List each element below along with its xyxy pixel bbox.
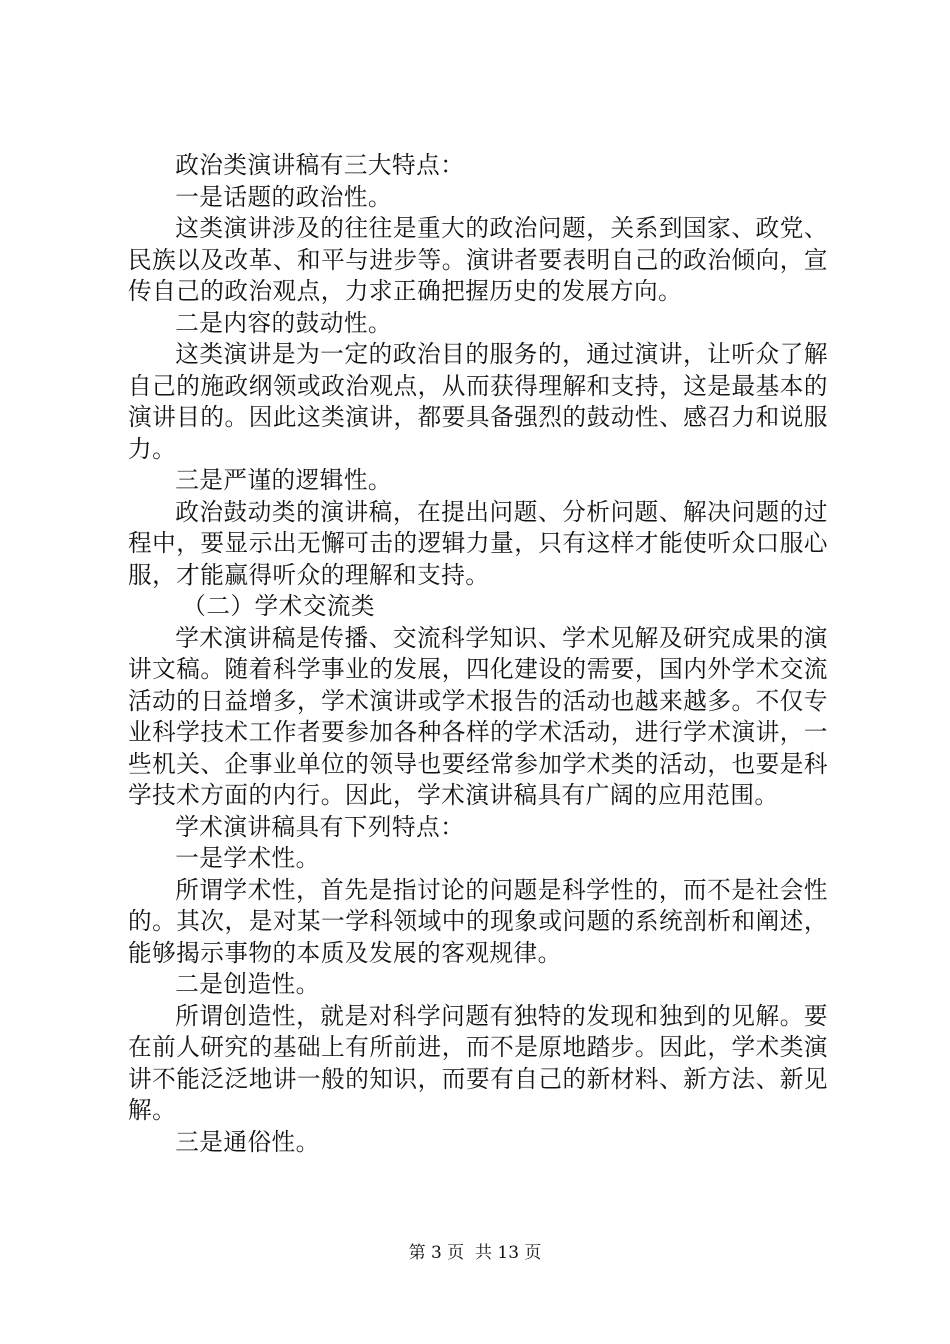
- paragraph-point-3-body: 政治鼓动类的演讲稿，在提出问题、分析问题、解决问题的过程中，要显示出无懈可击的逻辑力量，只有这样才能使听众口服心服，才能赢得听众的理解和支持。: [128, 497, 828, 589]
- paragraph-intro: 政治类演讲稿有三大特点：: [175, 151, 465, 179]
- paragraph-academic-point-1-body: 所谓学术性，首先是指讨论的问题是科学性的，而不是社会性的。其次，是对某一学科领域中的现象或问题的系统剖析和阐述，能够揭示事物的本质及发展的客观规律。: [128, 875, 828, 967]
- page-footer: [0, 1242, 950, 1264]
- page-number-label: 第 3 页 共 13 页: [408, 1243, 542, 1263]
- paragraph-point-1-body: 这类演讲涉及的往往是重大的政治问题，关系到国家、政党、民族以及改革、和平与进步等。演讲者要表明自己的政治倾向，宣传自己的政治观点，力求正确把握历史的发展方向。: [128, 214, 828, 305]
- paragraph-academic-features: 学术演讲稿具有下列特点：: [175, 812, 465, 841]
- paragraph-academic-point-2-body: 所谓创造性，就是对科学问题有独特的发现和独到的见解。要在前人研究的基础上有所前进，而不是原地踏步。因此，学术类演讲不能泛泛地讲一般的知识，而要有自己的新材料、新方法、新见解。: [128, 1001, 828, 1124]
- paragraph-point-1-heading: 一是话题的政治性。: [175, 182, 393, 211]
- paragraph-academic-point-2-heading: 二是创造性。: [175, 970, 320, 998]
- paragraph-academic-intro: 学术演讲稿是传播、交流科学知识、学术见解及研究成果的演讲文稿。随着科学事业的发展，四化建设的需要，国内外学术交流活动的日益增多，学术演讲或学术报告的活动也越来越多。不仅专业科学技术工作者要参加各种各样的学术活动，进行学术演讲，一些机关、企事业单位的领导也要经常参加学术类的活动，也要是科学技术方面的内行。因此，学术演讲稿具有广阔的应用范围。: [128, 623, 828, 809]
- paragraph-point-3-heading: 三是严谨的逻辑性。: [175, 466, 393, 494]
- document-body: [128, 150, 828, 1158]
- paragraph-point-2-body: 这类演讲是为一定的政治目的服务的，通过演讲，让听众了解自己的施政纲领或政治观点，从而获得理解和支持，这是最基本的演讲目的。因此这类演讲，都要具备强烈的鼓动性、感召力和说服力。: [128, 340, 828, 463]
- paragraph-academic-point-3-heading: 三是通俗性。: [175, 1127, 320, 1156]
- section-heading-academic: （二）学术交流类: [182, 592, 376, 620]
- paragraph-academic-point-1-heading: 一是学术性。: [175, 844, 320, 872]
- paragraph-point-2-heading: 二是内容的鼓动性。: [175, 308, 393, 337]
